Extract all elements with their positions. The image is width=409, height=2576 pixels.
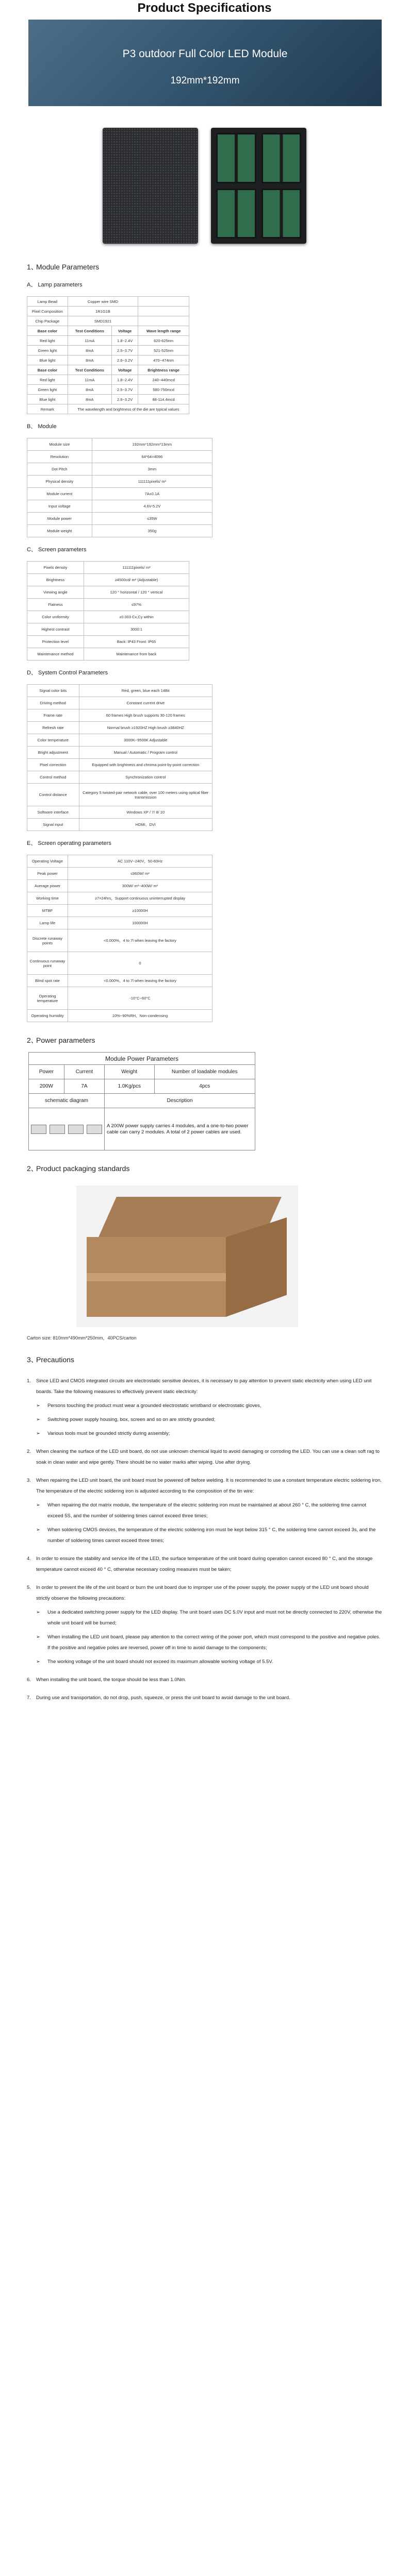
table-row-label: Average power	[27, 880, 68, 892]
table-row	[27, 759, 212, 771]
list-item: ➢ Persons touching the product must wear a grounded electrostatic wristband or electrostatic gloves,	[36, 1403, 261, 1409]
lamp-parameters-heading: A、 Lamp parameters	[27, 282, 83, 288]
table-row-value: <0.000%，4 to 7l when leaving the factory	[68, 975, 212, 987]
table-row: Blue light 8mA 2.6~3.2V 470~474nm	[27, 355, 189, 365]
table-row	[27, 513, 212, 525]
table-row	[29, 1108, 255, 1150]
table-row-label: Peak power	[27, 868, 68, 880]
table-row	[27, 819, 212, 831]
table-row-label: Continuous runaway point	[27, 952, 68, 975]
carton-image	[76, 1185, 298, 1327]
list-item: ➢ When soldering CMOS devices, the temperature of the electric soldering iron must be kept below 315 ° C, the soldering time cannot exceed 3s, and the number of soldering times cannot exceed three times;	[36, 1527, 376, 1544]
section-packaging: 2、Product packaging standards	[27, 1164, 130, 1173]
table-row	[27, 599, 189, 611]
list-item: 1. Since LED and CMOS integrated circuits are electrostatic sensitive devices, it is necessary to pay attention to prevent static electricity when using LED unit boards. Take the following measures to effectively prevent static electricity:	[27, 1378, 372, 1395]
table-row	[27, 438, 212, 451]
table-row	[27, 697, 212, 709]
table-row: Chip Package SMD1921	[27, 316, 189, 326]
table-row-value: 10%~90%RH，Non-condensing	[68, 1010, 212, 1022]
table-row-value: 3000K~9500K Adjustable	[79, 734, 212, 747]
table-row	[27, 868, 212, 880]
banner-title: P3 outdoor Full Color LED Module	[122, 48, 288, 60]
table-row-value: Maintenance from back	[84, 648, 189, 660]
table-row-value: Synchronization control	[79, 771, 212, 784]
table-row-label: Viewing angle	[27, 586, 84, 599]
table-row	[27, 855, 212, 868]
table-row	[27, 880, 212, 892]
table-row	[27, 451, 212, 463]
list-item: ➢ Use a dedicated switching power supply for the LED display. The unit board uses DC 5.0V input and must not be directly connected to 220V, otherwise the whole unit board will be burned;	[36, 1609, 382, 1626]
system-control-heading: D、 System Control Parameters	[27, 670, 108, 676]
table-row-label: Signal input	[27, 819, 79, 831]
table-row-value: 111111pixels/ m²	[92, 476, 212, 488]
table-row-label: Software interface	[27, 806, 79, 819]
table-row-value: HDMI、DVI	[79, 819, 212, 831]
table-row	[27, 476, 212, 488]
table-row-label: Working time	[27, 892, 68, 905]
operating-parameters-table	[27, 855, 212, 1022]
table-row: Green light 8mA 2.5~3.7V 580-750mcd	[27, 385, 189, 395]
table-row-label: Highest contrast	[27, 623, 84, 636]
table-row-value: 100000H	[68, 917, 212, 929]
table-row	[27, 747, 212, 759]
table-row-value: 3000:1	[84, 623, 189, 636]
list-item: 6. When installing the unit board, the torque should be less than 1.0Nm.	[27, 1677, 186, 1683]
table-row	[27, 975, 212, 987]
module-front-image	[103, 128, 198, 244]
table-row: Blue light 8mA 2.6~3.2V 88-114.4mcd	[27, 395, 189, 404]
table-row: Lamp Bead Copper wire SMD	[27, 297, 189, 307]
table-row-value: ±0.003 Cx,Cy within	[84, 611, 189, 623]
table-row-label: Brightness	[27, 574, 84, 586]
table-row	[27, 987, 212, 1010]
table-row	[27, 929, 212, 952]
operating-parameters-heading: E、 Screen operating parameters	[27, 840, 111, 846]
table-row-value: ≥4500cd/ m² (Adjustable)	[84, 574, 189, 586]
table-row	[27, 623, 189, 636]
table-row	[27, 574, 189, 586]
table-row-label: Color uniformity	[27, 611, 84, 623]
list-item: ➢ When repairing the dot matrix module, the temperature of the electric soldering iron must be maintained at about 260 ° C, the soldering time cannot exceed 5S, and the number of soldering times cannot exceed three times;	[36, 1502, 366, 1519]
table-row	[27, 463, 212, 476]
table-row	[27, 806, 212, 819]
table-row: Red light 11mA 1.8~2.4V 240~440mcd	[27, 375, 189, 385]
table-row-value: Equipped with brightness and chroma point-by-point correction	[79, 759, 212, 771]
table-row-label: Frame rate	[27, 709, 79, 722]
table-row-label: Module current	[27, 488, 92, 500]
table-row-label: Module size	[27, 438, 92, 451]
table-row-label: Refresh rate	[27, 722, 79, 734]
table-row-value: Normal brush ≥1920HZ High brush ≥3840HZ	[79, 722, 212, 734]
screen-parameters-table	[27, 561, 189, 660]
table-row: schematic diagram Description	[29, 1094, 255, 1108]
table-row-label: Dot Pitch	[27, 463, 92, 476]
system-control-table	[27, 684, 212, 831]
table-row-label: Protection level	[27, 636, 84, 648]
table-row-label: MTBF	[27, 905, 68, 917]
table-row	[27, 586, 189, 599]
table-row-label: Pixels density	[27, 562, 84, 574]
table-row-value: 60 frames High brush supports 30-120 frames	[79, 709, 212, 722]
table-row: Green light 8mA 2.5~3.7V 521-525nm	[27, 346, 189, 355]
page-title: Product Specifications	[137, 1, 272, 15]
table-row-value: 64*64=4096	[92, 451, 212, 463]
table-row-value: 192mm*192mm*13mm	[92, 438, 212, 451]
table-row-label: Maintenance method	[27, 648, 84, 660]
table-row-value: AC 110V~240V，50-60Hz	[68, 855, 212, 868]
table-row-label: Driving method	[27, 697, 79, 709]
table-row-label: Control distance	[27, 784, 79, 806]
table-row: Red light 11mA 1.8~2.4V 620-625nm	[27, 336, 189, 346]
banner-size: 192mm*192mm	[170, 75, 240, 86]
table-row	[27, 771, 212, 784]
list-item: 2. When cleaning the surface of the LED unit board, do not use unknown chemical liquid to avoid damaging or corroding the LED. You can use a clean soft rag to soak in clean water and wipe gently. There should be no water marks after wiping. Use after drying.	[27, 1449, 380, 1465]
table-row-value: 4.6V-5.2V	[92, 500, 212, 513]
table-row-label: Signal color bits	[27, 685, 79, 697]
list-item: 7. During use and transportation, do not drop, push, squeeze, or press the unit board to avoid damage to the unit board.	[27, 1695, 290, 1701]
table-row-value: ≥10000H	[68, 905, 212, 917]
table-row-label: Module power	[27, 513, 92, 525]
table-row-value: 350g	[92, 525, 212, 537]
table-row: Pixel Composition 1R1G1B	[27, 307, 189, 316]
table-row-label: Control method	[27, 771, 79, 784]
list-item: ➢ When installing the LED unit board, please pay attention to the correct wiring of the power port, which must correspond to the positive and negative poles. If the positive and negative poles are reversed, power off in time to avoid damage to the components;	[36, 1634, 381, 1651]
table-row	[27, 500, 212, 513]
table-row-label: Color temperature	[27, 734, 79, 747]
table-row-label: Resolution	[27, 451, 92, 463]
table-row-value: 3mm	[92, 463, 212, 476]
power-wiring-diagram	[29, 1108, 105, 1150]
table-row-value: Windows XP / 7/ 8/ 10	[79, 806, 212, 819]
section-module-parameters: 1、Module Parameters	[27, 263, 100, 271]
table-row	[27, 488, 212, 500]
table-row	[27, 562, 189, 574]
list-item: ➢ Switching power supply housing, box, screen and so on are strictly grounded;	[36, 1417, 216, 1422]
product-banner	[28, 20, 382, 106]
table-row-label: Discrete runaway points	[27, 929, 68, 952]
list-item: 4. In order to ensure the stability and service life of the LED, the surface temperature of the unit board during operation cannot exceed 80 ° C, and the storage temperature cannot exceed 40 ° C, otherwise necessary cooling measures must be taken;	[27, 1556, 373, 1572]
table-row-label: Blind spot rate	[27, 975, 68, 987]
table-row-value: Back: IP43 Front: IP65	[84, 636, 189, 648]
power-parameters-table	[28, 1052, 255, 1150]
table-row	[27, 905, 212, 917]
table-row	[27, 734, 212, 747]
table-row	[27, 1010, 212, 1022]
section-precautions: 3、Precautions	[27, 1355, 74, 1364]
table-row-value: ≤35W	[92, 513, 212, 525]
table-row	[27, 722, 212, 734]
table-row	[27, 611, 189, 623]
list-item: 3. When repairing the LED unit board, the unit board must be powered off before welding. It is recommended to use a constant temperature electric soldering iron. The temperature of the electric soldering iron is adjusted according to the composition of the tin wire:	[27, 1478, 382, 1494]
table-row-label: Pixel correction	[27, 759, 79, 771]
module-heading: B、 Module	[27, 423, 57, 430]
table-row: Remark The wavelength and brightness of the die are typical values	[27, 404, 189, 414]
table-row-label: Module weight	[27, 525, 92, 537]
table-header-row: Base color Test Conditions Voltage Wave length range	[27, 326, 189, 336]
list-item: ➢ Various tools must be grounded strictly during assembly;	[36, 1431, 170, 1436]
table-row	[27, 636, 189, 648]
table-row-value: 120 ° horizontal / 120 ° vertical	[84, 586, 189, 599]
table-header-row: Base color Test Conditions Voltage Brightness range	[27, 365, 189, 375]
lamp-parameters-table	[27, 296, 189, 414]
module-back-image	[211, 128, 306, 244]
table-row-label: Flatness	[27, 599, 84, 611]
table-row-value: ≥7×24hrs，Support continuous uninterrupted display	[68, 892, 212, 905]
table-row-value: 0	[68, 952, 212, 975]
table-row-value: 300W/ m²~400W/ m²	[68, 880, 212, 892]
table-header-row: Module Power Parameters	[29, 1053, 255, 1065]
list-item: ➢ The working voltage of the unit board should not exceed its maximum allowable working voltage of 5.5V.	[36, 1659, 273, 1665]
table-row-label: Physical density	[27, 476, 92, 488]
table-row-label: Bright adjustment	[27, 747, 79, 759]
power-description: A 200W power supply carries 4 modules, and a one-to-two power cable can carry 2 modules. A total of 2 power cables are used.	[105, 1108, 255, 1150]
table-row-value: Red, green, blue each 14Bit	[79, 685, 212, 697]
table-row-label: Lamp life	[27, 917, 68, 929]
module-table	[27, 438, 212, 537]
carton-size: Carton size: 810mm*490mm*250mm，40PCS/carton	[27, 1335, 137, 1341]
table-row-value: ≤960W/ m²	[68, 868, 212, 880]
list-item: 5. In order to prevent the life of the unit board or burn the unit board due to improper use of the power supply, the power supply of the LED unit board should strictly observe the following precautions:	[27, 1585, 369, 1601]
table-row	[27, 892, 212, 905]
table-row: 200W 7A 1.0Kg/pcs 4pcs	[29, 1079, 255, 1094]
table-row-value: Constant current drive	[79, 697, 212, 709]
table-row	[27, 917, 212, 929]
table-row	[27, 709, 212, 722]
screen-parameters-heading: C、 Screen parameters	[27, 547, 87, 553]
table-row-label: Input voltage	[27, 500, 92, 513]
table-row	[27, 525, 212, 537]
section-power-parameters: 2、Power parameters	[27, 1036, 95, 1044]
table-row-value: <0.000%，4 to 7l when leaving the factory	[68, 929, 212, 952]
table-row-value: Category 5 twisted-pair network cable, over 100 meters using optical fiber transmission	[79, 784, 212, 806]
table-row	[27, 685, 212, 697]
table-row-value: 111111pixels/ m²	[84, 562, 189, 574]
table-row-value: ≤97%	[84, 599, 189, 611]
table-header-row: Power Current Weight Number of loadable modules	[29, 1065, 255, 1079]
table-row-label: Operating temperature	[27, 987, 68, 1010]
table-row	[27, 952, 212, 975]
product-photos	[0, 128, 409, 249]
table-row-label: Operating humidity	[27, 1010, 68, 1022]
table-row-value: 7A±0.1A	[92, 488, 212, 500]
table-row-value: -10°C~60°C	[68, 987, 212, 1010]
table-row	[27, 648, 189, 660]
table-row	[27, 784, 212, 806]
table-row-value: Manual / Automatic / Program control	[79, 747, 212, 759]
precautions-list	[27, 1376, 383, 1703]
table-row-label: Operating Voltage	[27, 855, 68, 868]
